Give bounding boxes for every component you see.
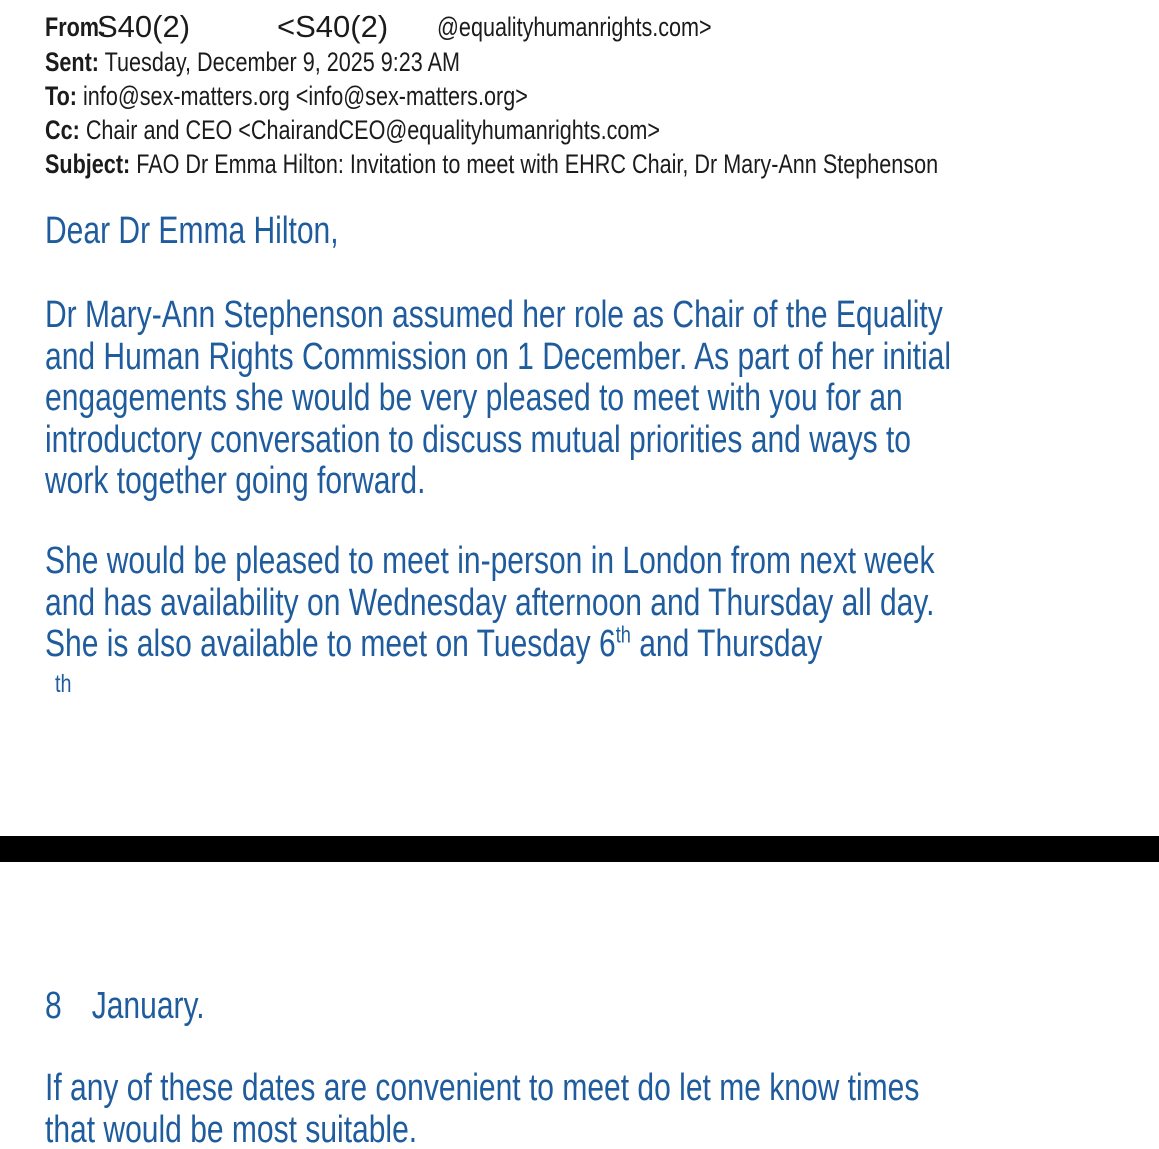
- sent-value: Tuesday, December 9, 2025 9:23 AM: [104, 47, 461, 77]
- date-fragment-line: [45, 986, 205, 1028]
- cc-label: Cc:: [45, 115, 80, 145]
- paragraph-2-line-3-rest: and Thursday: [639, 623, 823, 665]
- sent-label: Sent:: [45, 47, 99, 77]
- paragraph-1: [45, 295, 951, 503]
- paragraph-2-line-2: and has availability on Wednesday afternoon and Thursday all day.: [45, 581, 935, 624]
- greeting: Dear Dr Emma Hilton,: [45, 210, 339, 252]
- paragraph-1-line-5: work together going forward.: [45, 460, 426, 502]
- paragraph-2-line-3: [45, 621, 935, 666]
- redaction-bar: [0, 836, 1159, 862]
- date-month: January.: [91, 985, 205, 1027]
- paragraph-2-line-1: She would be pleased to meet in-person in London from next week: [45, 540, 935, 582]
- cc-value: Chair and CEO <ChairandCEO@equalityhumanrights.com>: [85, 115, 661, 145]
- cc-line: [45, 116, 660, 146]
- paragraph-1-line-4: introductory conversation to discuss mutual priorities and ways to: [45, 418, 911, 461]
- paragraph-2: [45, 541, 935, 666]
- paragraph-2-line-3-text: She is also available to meet on Tuesday 6: [45, 623, 616, 665]
- date-superscript: th: [615, 621, 631, 648]
- sent-line: [45, 48, 460, 78]
- from-label: From:: [45, 12, 107, 42]
- date-day: 8: [45, 985, 62, 1027]
- paragraph-3-line-1: If any of these dates are convenient to meet do let me know times: [45, 1067, 920, 1109]
- from-name-redaction-code: S40(2): [97, 9, 191, 44]
- paragraph-1-line-3: engagements she would be very pleased to meet with you for an: [45, 377, 903, 419]
- subject-line: [45, 150, 938, 180]
- to-value: info@sex-matters.org <info@sex-matters.org>: [83, 81, 528, 111]
- paragraph-1-line-2: and Human Rights Commission on 1 December. As part of her initial: [45, 335, 952, 378]
- subject-value: FAO Dr Emma Hilton: Invitation to meet with EHRC Chair, Dr Mary-Ann Stephenson: [136, 149, 939, 179]
- to-label: To:: [45, 81, 77, 111]
- from-email-domain: @equalityhumanrights.com>: [437, 12, 712, 42]
- paragraph-1-line-1: Dr Mary-Ann Stephenson assumed her role as Chair of the Equality: [45, 294, 943, 336]
- orphan-superscript: th: [55, 670, 72, 698]
- from-email-redaction-code: <S40(2): [277, 9, 389, 44]
- paragraph-3: [45, 1068, 919, 1149]
- paragraph-3-line-2: that would be most suitable.: [45, 1108, 418, 1149]
- to-line: [45, 82, 528, 112]
- subject-label: Subject:: [45, 149, 131, 179]
